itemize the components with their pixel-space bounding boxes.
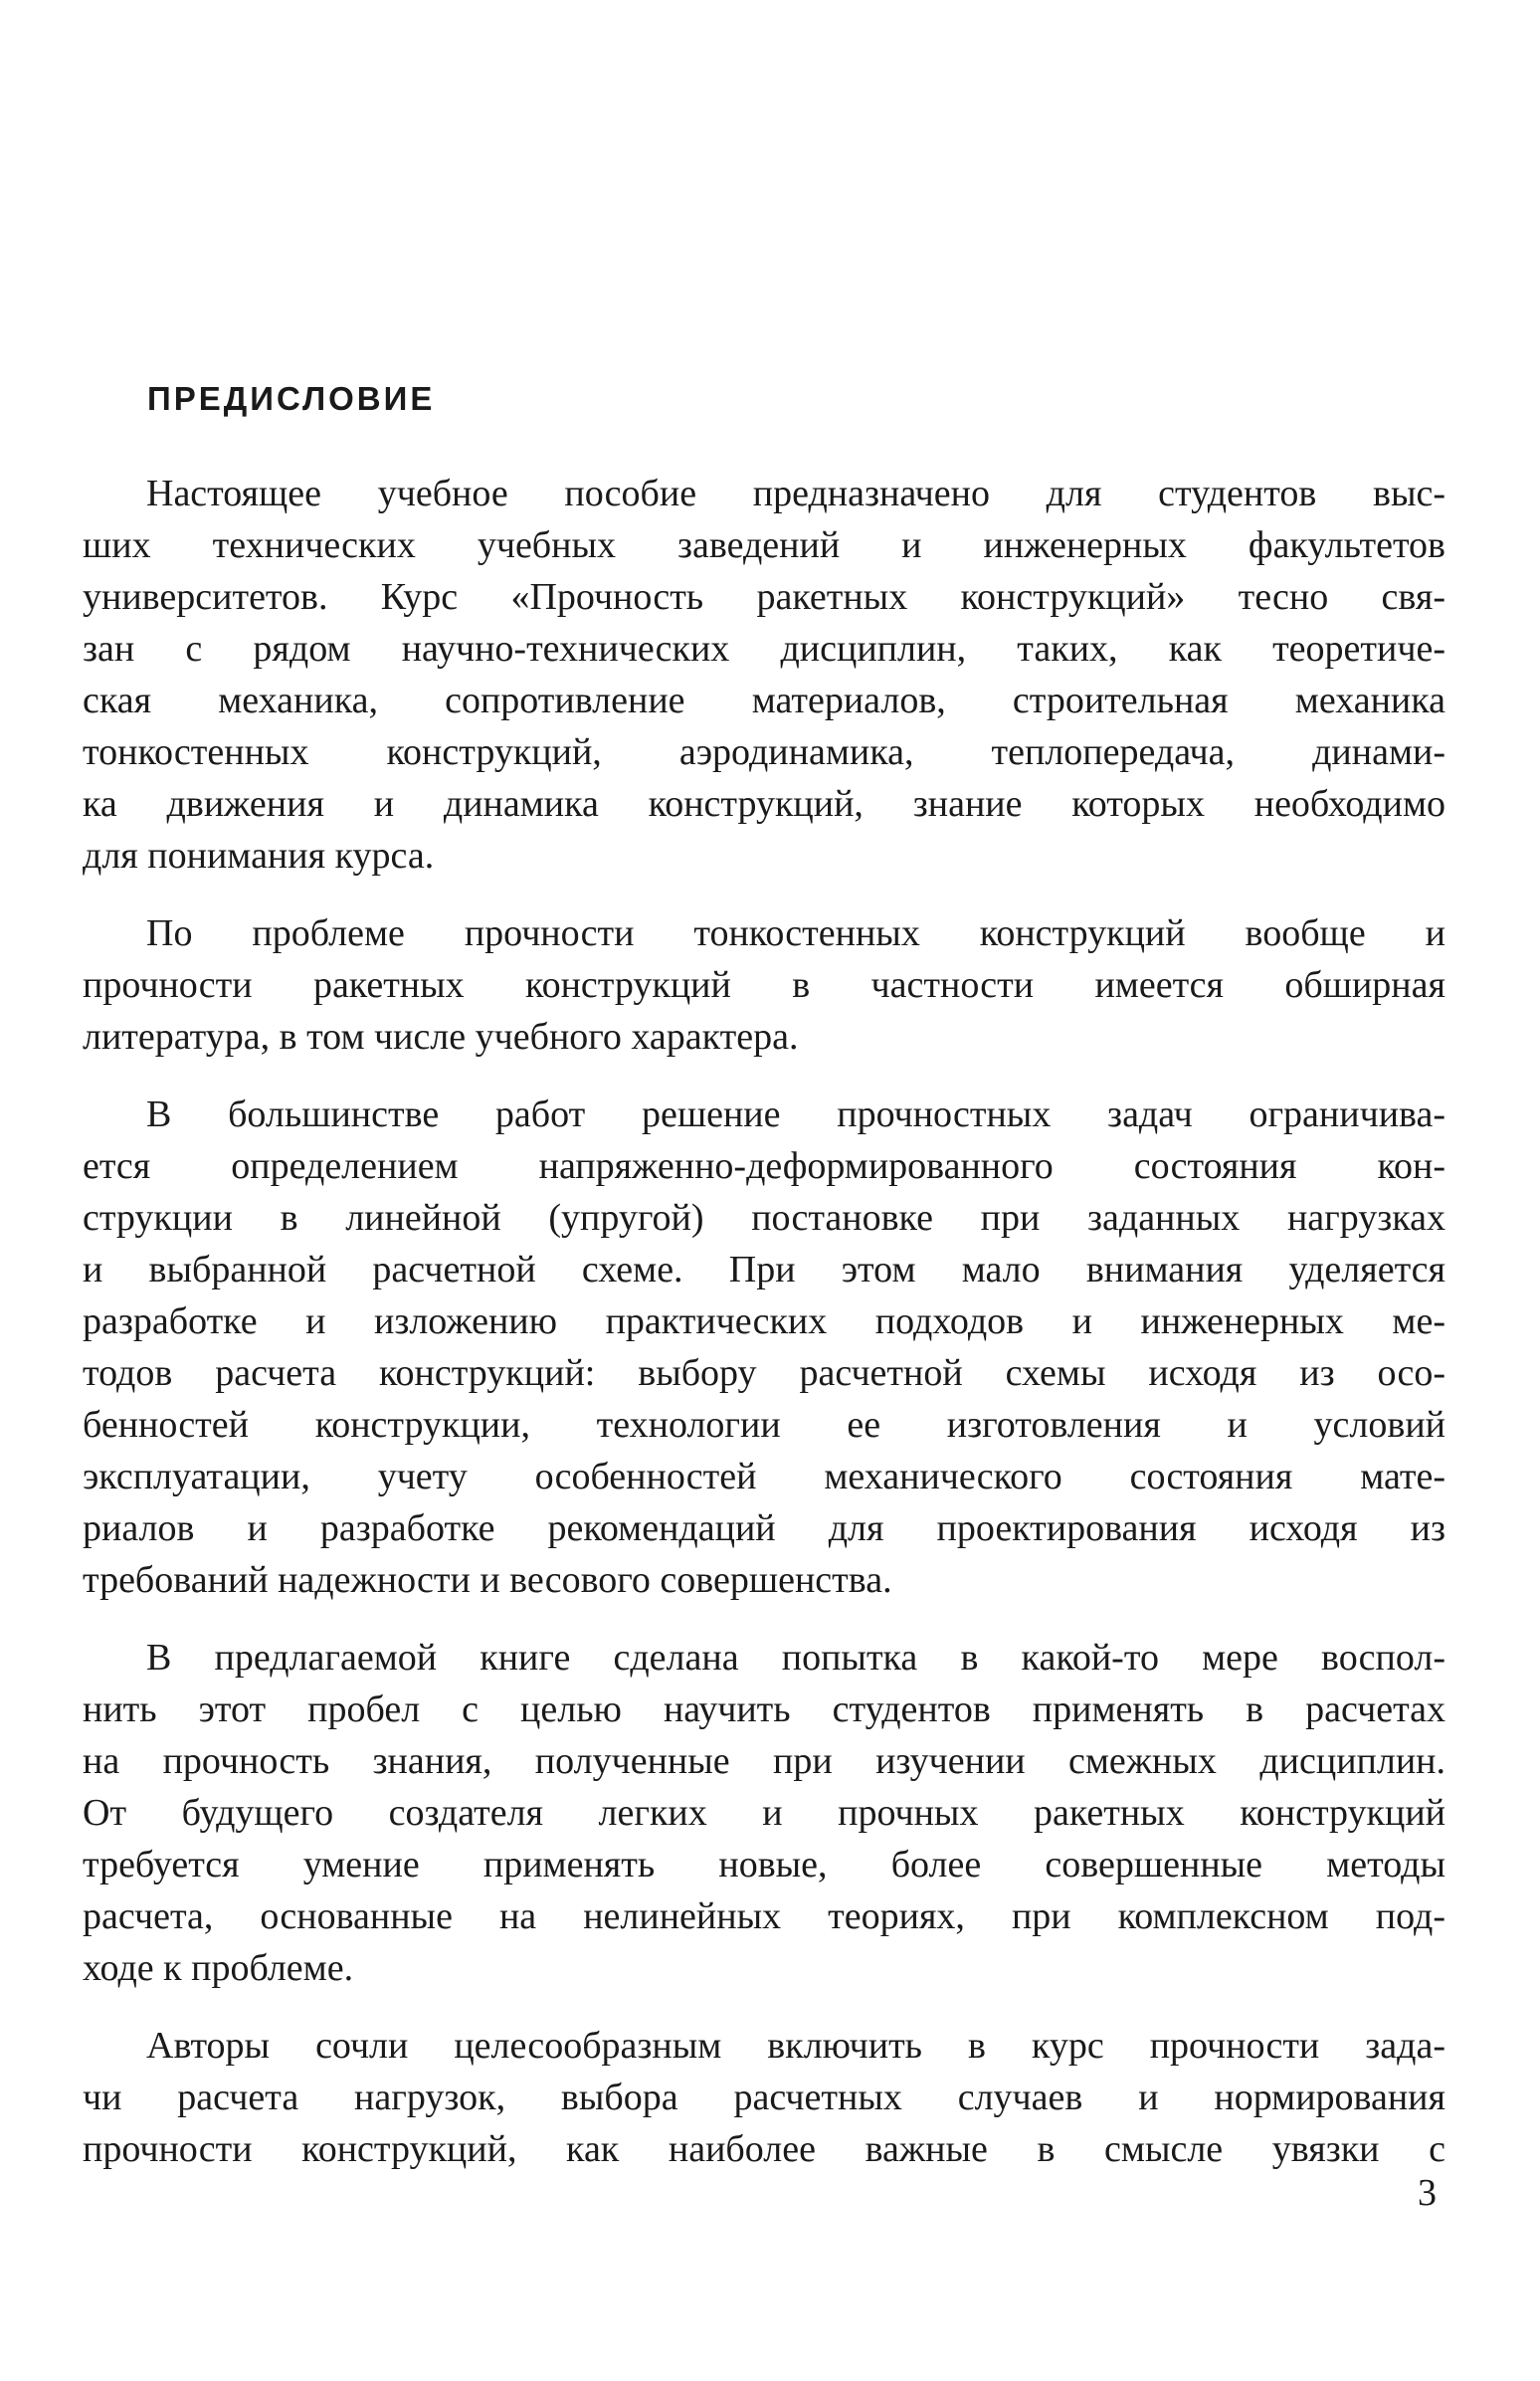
text-line: От будущего создателя легких и прочных ракетных конструкций — [83, 1792, 1445, 1834]
text-line: тодов расчета конструкций: выбору расчетной схемы исходя из осо- — [83, 1352, 1445, 1394]
text-line: Авторы сочли целесообразным включить в курс прочности зада- — [146, 2025, 1445, 2067]
text-line: разработке и изложению практических подходов и инженерных ме- — [83, 1300, 1445, 1342]
text-line: эксплуатации, учету особенностей механического состояния мате- — [83, 1456, 1445, 1497]
text-line: нить этот пробел с целью научить студентов применять в расчетах — [83, 1688, 1445, 1730]
page-number: 3 — [1418, 2172, 1437, 2214]
text-line: Настоящее учебное пособие предназначено для студентов выс- — [146, 473, 1445, 514]
page-heading: ПРЕДИСЛОВИЕ — [147, 380, 436, 417]
text-line: литература, в том числе учебного характера. — [83, 1016, 799, 1058]
text-line: чи расчета нагрузок, выбора расчетных случаев и нормирования — [83, 2077, 1445, 2118]
paragraph-4 — [83, 1632, 1445, 1994]
text-line: для понимания курса. — [83, 835, 435, 877]
text-line: на прочность знания, полученные при изучении смежных дисциплин. — [83, 1740, 1445, 1782]
text-line: зан с рядом научно-технических дисциплин, таких, как теоретиче- — [83, 628, 1445, 670]
paragraph-2 — [83, 907, 1445, 1063]
text-line: и выбранной расчетной схеме. При этом мало внимания уделяется — [83, 1249, 1445, 1290]
text-line: требований надежности и весового совершенства. — [83, 1559, 892, 1601]
text-line: прочности конструкций, как наиболее важные в смысле увязки с — [83, 2128, 1445, 2170]
text-line: По проблеме прочности тонкостенных конструкций вообще и — [146, 912, 1445, 954]
text-line: университетов. Курс «Прочность ракетных конструкций» тесно свя- — [83, 576, 1445, 618]
text-line: расчета, основанные на нелинейных теориях, при комплексном под- — [83, 1895, 1445, 1937]
paragraph-5 — [83, 2020, 1445, 2175]
text-line: ходе к проблеме. — [83, 1947, 354, 1989]
text-line: прочности ракетных конструкций в частности имеется обширная — [83, 964, 1445, 1006]
text-line: ших технических учебных заведений и инженерных факультетов — [83, 524, 1445, 566]
text-line: риалов и разработке рекомендаций для проектирования исходя из — [83, 1507, 1445, 1549]
text-line: бенностей конструкции, технологии ее изготовления и условий — [83, 1404, 1445, 1446]
text-line: В предлагаемой книге сделана попытка в какой-то мере воспол- — [146, 1637, 1445, 1679]
text-line: тонкостенных конструкций, аэродинамика, теплопередача, динами- — [83, 731, 1445, 773]
paragraph-1 — [83, 468, 1445, 882]
text-line: В большинстве работ решение прочностных задач ограничива- — [146, 1093, 1445, 1135]
body-text — [83, 468, 1445, 2201]
text-line: ка движения и динамика конструкций, знание которых необходимо — [83, 783, 1445, 825]
text-line: ская механика, сопротивление материалов, строительная механика — [83, 680, 1445, 721]
paragraph-3 — [83, 1089, 1445, 1606]
text-line: ется определением напряженно-деформированного состояния кон- — [83, 1145, 1445, 1187]
text-line: струкции в линейной (упругой) постановке при заданных нагрузках — [83, 1197, 1445, 1239]
text-line: требуется умение применять новые, более совершенные методы — [83, 1844, 1445, 1885]
